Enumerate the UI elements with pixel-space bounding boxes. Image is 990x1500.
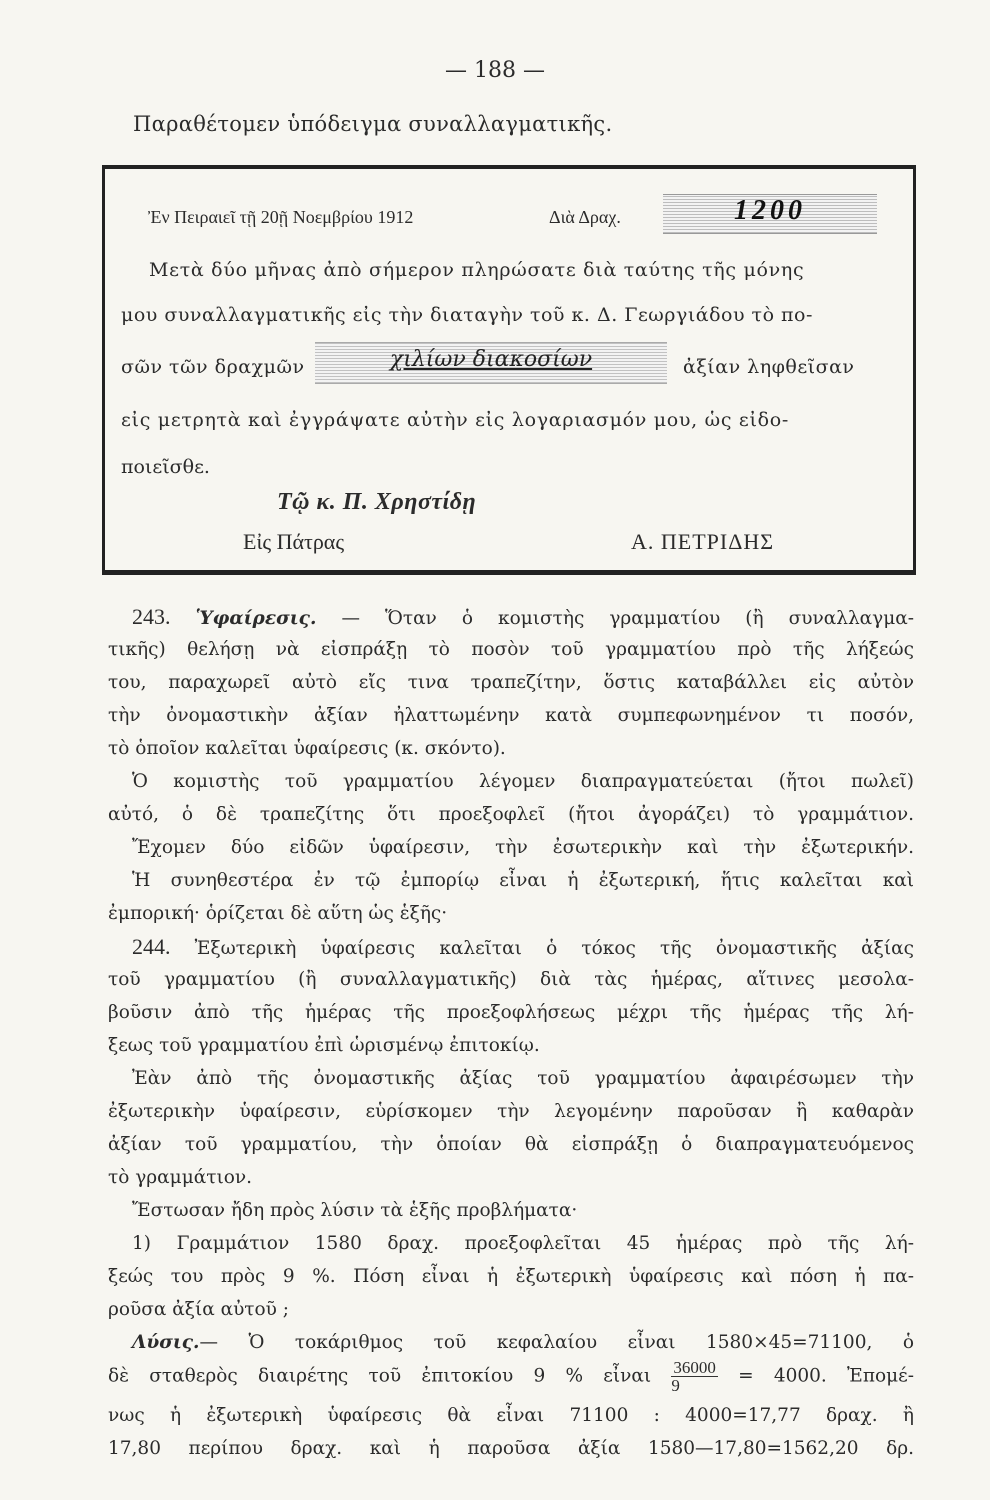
text-span: δὲ σταθερὸς διαιρέτης τοῦ ἐπιτοκίου 9 % εἶναι [108, 1365, 652, 1387]
text-line: Ἐὰν ἀπὸ τῆς ὀνομαστικῆς ἀξίας τοῦ γραμματίου ἀφαιρέσωμεν τὴν [132, 1068, 914, 1089]
intro-sentence: Παραθέτομεν ὑπόδειγμα συναλλαγματικῆς. [133, 112, 613, 136]
bill-line-2: μου συναλλαγματικῆς εἰς τὴν διαταγὴν τοῦ κ. Δ. Γεωργιάδου τὸ πο- [121, 304, 813, 326]
bill-amount: 1200 [734, 195, 806, 226]
bill-signature: Α. ΠΕΤΡΙΔΗΣ [631, 529, 775, 554]
text-line: τὴν ὀνομαστικὴν ἀξίαν ἠλαττωμένην κατὰ συμπεφωνημένον τι ποσόν, [108, 705, 914, 726]
bill-line-1: Μετὰ δύο μῆνας ἀπὸ σήμερον πληρώσατε διὰ ταύτης τῆς μόνης [149, 259, 805, 281]
text-line: Ὁ κομιστὴς τοῦ γραμματίου λέγομεν διαπραγματεύεται (ἤτοι πωλεῖ) [132, 771, 914, 792]
bill-amount-words-box [315, 342, 667, 384]
text-line: τικῆς) θελήσῃ νὰ εἰσπράξῃ τὸ ποσὸν τοῦ γραμματίου πρὸ τῆς λήξεώς [108, 639, 914, 660]
page-number: — 188 — [445, 58, 545, 83]
problem-1-line-3: ροῦσα ἀξία αὐτοῦ ; [108, 1299, 290, 1320]
text-line: ἐξωτερικὴν ὑφαίρεσιν, εὑρίσκομεν τὴν λεγομένην παροῦσαν ἢ καθαρὰν [108, 1101, 914, 1122]
text-line: ξεως τοῦ γραμματίου ἐπὶ ὡρισμένῳ ἐπιτοκίῳ. [108, 1035, 540, 1056]
section-title: Ὑφαίρεσις. [195, 608, 317, 629]
solution-line-2 [108, 1359, 914, 1399]
main-text [108, 600, 914, 1465]
fraction [671, 1359, 718, 1394]
text-line: τοῦ γραμματίου (ἢ συναλλαγματικῆς) διὰ τὰς ἡμέρας, αἵτινες μεσολα- [108, 969, 914, 990]
solution-line-4: 17,80 περίπου δραχ. καὶ ἡ παροῦσα ἀξία 1580—17,80=1562,20 δρ. [108, 1438, 914, 1459]
bill-of-exchange-specimen [102, 165, 916, 575]
problem-1-line-2: ξεώς του πρὸς 9 %. Πόση εἶναι ἡ ἐξωτερικὴ ὑφαίρεσις καὶ πόση ἡ πα- [108, 1266, 914, 1287]
text-span: = 4000. Ἐπομέ- [738, 1365, 914, 1387]
text-line: αὐτό, ὁ δὲ τραπεζίτης ὅτι προεξοφλεῖ (ἤτοι ἀγοράζει) τὸ γραμμάτιον. [108, 804, 914, 825]
solution-line-3: νως ἡ ἐξωτερικὴ ὑφαίρεσις θὰ εἶναι 71100 : 4000=17,77 δραχ. ἢ [108, 1405, 914, 1426]
text-line: ἐμπορική· ὁρίζεται δὲ αὕτη ὡς ἑξῆς· [108, 903, 448, 924]
section-244-line-1 [108, 930, 914, 963]
bill-currency-label: Διὰ Δραχ. [549, 207, 621, 227]
text-line: του, παραχωρεῖ αὐτὸ εἴς τινα τραπεζίτην, ὅστις καταβάλλει εἰς αὐτὸν [108, 672, 914, 693]
section-number: 244. [132, 934, 171, 959]
bill-amount-box [663, 194, 877, 234]
bill-line-4: εἰς μετρητὰ καὶ ἐγγράψατε αὐτὴν εἰς λογαριασμόν μου, ὡς εἰδο- [121, 409, 790, 431]
text-span: Ἐξωτερικὴ ὑφαίρεσις καλεῖται ὁ τόκος τῆς ὀνομαστικῆς ἀξίας [194, 938, 914, 959]
bill-addressee: Τῷ κ. Π. Χρηστίδῃ [277, 489, 477, 515]
text-line: τὸ ὁποῖον καλεῖται ὑφαίρεσις (κ. σκόντο). [108, 738, 506, 759]
solution-line-1 [108, 1326, 914, 1359]
text-line: Ἔστωσαν ἤδη πρὸς λύσιν τὰ ἑξῆς προβλήματα· [132, 1200, 578, 1221]
bill-city: Εἰς Πάτρας [243, 529, 345, 554]
text-line: Ἔχομεν δύο εἰδῶν ὑφαίρεσιν, τὴν ἐσωτερικὴν καὶ τὴν ἐξωτερικήν. [132, 837, 914, 858]
bill-amount-words: χιλίων διακοσίων [389, 347, 593, 372]
bill-line-3-left: σῶν τῶν δραχμῶν [121, 356, 305, 378]
solution-label: Λύσις. [132, 1332, 200, 1353]
text-span: — Ὅταν ὁ κομιστὴς γραμματίου (ἢ συναλλαγμα- [341, 608, 914, 629]
bill-line-3-right: ἀξίαν ληφθεῖσαν [683, 356, 855, 378]
section-243-line-1 [108, 600, 914, 633]
bill-place-date: Ἐν Πειραιεῖ τῇ 20ῇ Νοεμβρίου 1912 [148, 207, 414, 227]
section-number: 243. [132, 604, 171, 629]
text-line: Ἡ συνηθεστέρα ἐν τῷ ἐμπορίῳ εἶναι ἡ ἐξωτερική, ἥτις καλεῖται καὶ [132, 870, 914, 891]
problem-1-line-1: 1) Γραμμάτιον 1580 δραχ. προεξοφλεῖται 45 ἡμέρας πρὸ τῆς λή- [132, 1233, 914, 1254]
text-span: — Ὁ τοκάριθμος τοῦ κεφαλαίου εἶναι 1580×45=71100, ὁ [199, 1332, 914, 1353]
fraction-denominator: 9 [671, 1376, 680, 1395]
text-line: τὸ γραμμάτιον. [108, 1167, 252, 1188]
fraction-numerator: 36000 [673, 1358, 716, 1377]
text-line: βοῦσιν ἀπὸ τῆς ἡμέρας τῆς προεξοφλήσεως μέχρι τῆς ἡμέρας τῆς λή- [108, 1002, 914, 1023]
text-line: ἀξίαν τοῦ γραμματίου, τὴν ὁποίαν θὰ εἰσπράξῃ ὁ διαπραγματευόμενος [108, 1134, 914, 1155]
bill-line-5: ποιεῖσθε. [121, 456, 210, 478]
